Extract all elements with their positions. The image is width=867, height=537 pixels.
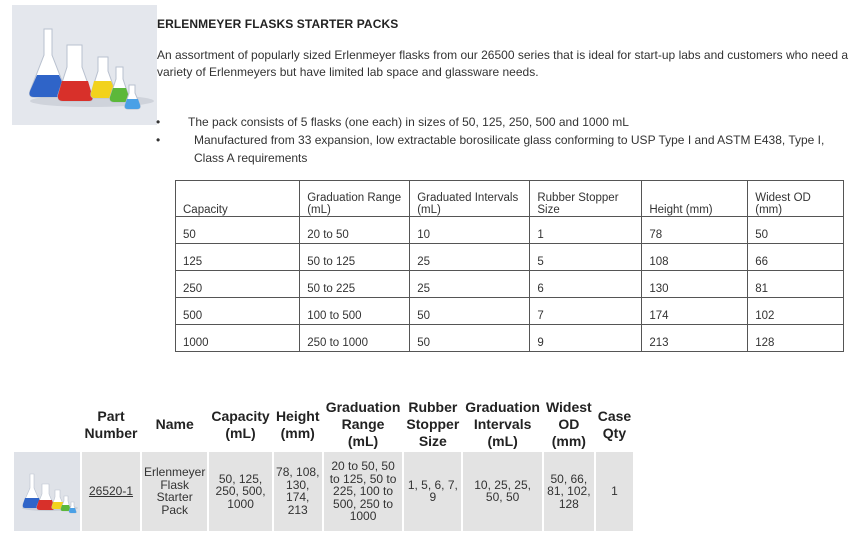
table-cell: 108 (642, 244, 748, 271)
column-header: Widest OD (mm) (545, 399, 592, 449)
column-header: Rubber Stopper Size (406, 399, 460, 449)
table-cell: 50 (748, 217, 844, 244)
column-header: Case Qty (596, 399, 633, 450)
table-cell: 100 to 500 (300, 298, 410, 325)
table-cell: 50 (176, 217, 300, 244)
product-photo-large (12, 5, 157, 125)
feature-list (156, 113, 856, 167)
table-row (176, 271, 844, 298)
graduation-range-cell: 20 to 50, 50 to 125, 50 to 225, 100 to 500, 250 to 1000 (324, 452, 403, 531)
page-title: ERLENMEYER FLASKS STARTER PACKS (157, 17, 399, 31)
table-cell: 50 (410, 298, 530, 325)
image-column-header (14, 399, 80, 450)
column-header: Rubber Stopper Size (530, 181, 642, 217)
column-header: Graduation Range (mL) (325, 399, 401, 449)
table-cell: 1000 (176, 325, 300, 352)
table-cell: 250 (176, 271, 300, 298)
table-row (176, 217, 844, 244)
column-header: Graduation Range (mL) (300, 181, 410, 217)
table-header-row (14, 399, 633, 450)
table-cell: 500 (176, 298, 300, 325)
stopper-size-cell: 1, 5, 6, 7, 9 (404, 452, 461, 531)
table-row (176, 325, 844, 352)
table-cell: 81 (748, 271, 844, 298)
table-row (176, 244, 844, 271)
table-cell: 66 (748, 244, 844, 271)
intervals-cell: 10, 25, 25, 50, 50 (463, 452, 542, 531)
table-cell: 7 (530, 298, 642, 325)
feature-item: • The pack consists of 5 flasks (one each) in sizes of 50, 125, 250, 500 and 1000 mL (156, 115, 629, 129)
table-cell: 6 (530, 271, 642, 298)
product-thumbnail[interactable] (14, 452, 80, 531)
table-cell: 78 (642, 217, 748, 244)
column-header: Graduated Intervals (mL) (410, 181, 530, 217)
table-cell: 10 (410, 217, 530, 244)
column-header: Widest OD (mm) (748, 181, 844, 217)
feature-item: • Manufactured from 33 expansion, low extractable borosilicate glass conforming to USP Type I and ASTM E438, Type I, Class A requirements (156, 133, 825, 165)
table-header-row (176, 181, 844, 217)
table-cell: 1 (530, 217, 642, 244)
product-description: An assortment of popularly sized Erlenmeyer flasks from our 26500 series that is ideal for start-up labs and customers who need a variety of Erlenmeyers but have limited lab space and glassware needs. (157, 48, 849, 79)
name-cell: Erlenmeyer Flask Starter Pack (142, 452, 207, 531)
table-cell: 50 to 225 (300, 271, 410, 298)
height-cell: 78, 108, 130, 174, 213 (274, 452, 322, 531)
table-cell: 50 (410, 325, 530, 352)
table-cell: 25 (410, 244, 530, 271)
table-cell: 50 to 125 (300, 244, 410, 271)
table-cell: 174 (642, 298, 748, 325)
table-cell: 20 to 50 (300, 217, 410, 244)
part-number-cell[interactable] (82, 452, 140, 531)
table-cell: 128 (748, 325, 844, 352)
table-cell: 213 (642, 325, 748, 352)
column-header: Capacity (mL) (209, 399, 271, 450)
table-cell: 9 (530, 325, 642, 352)
column-header: Height (mm) (274, 399, 322, 450)
table-row (176, 298, 844, 325)
bullet-icon: • (156, 133, 161, 147)
case-qty-cell: 1 (596, 452, 633, 531)
table-cell: 250 to 1000 (300, 325, 410, 352)
widest-od-cell: 50, 66, 81, 102, 128 (544, 452, 594, 531)
table-cell: 130 (642, 271, 748, 298)
bullet-icon: • (156, 115, 161, 129)
product-order-table (12, 397, 635, 533)
table-cell: 125 (176, 244, 300, 271)
part-number-link[interactable]: 26520-1 (88, 484, 134, 498)
table-cell: 5 (530, 244, 642, 271)
table-cell: 25 (410, 271, 530, 298)
table-row (14, 452, 633, 531)
specifications-table (175, 180, 844, 352)
column-header: Height (mm) (642, 181, 748, 217)
table-cell: 102 (748, 298, 844, 325)
column-header: Part Number (82, 399, 140, 450)
column-header: Name (142, 399, 207, 450)
column-header: Capacity (176, 181, 300, 217)
capacity-cell: 50, 125, 250, 500, 1000 (209, 452, 271, 531)
column-header: Graduation Intervals (mL) (465, 399, 540, 449)
